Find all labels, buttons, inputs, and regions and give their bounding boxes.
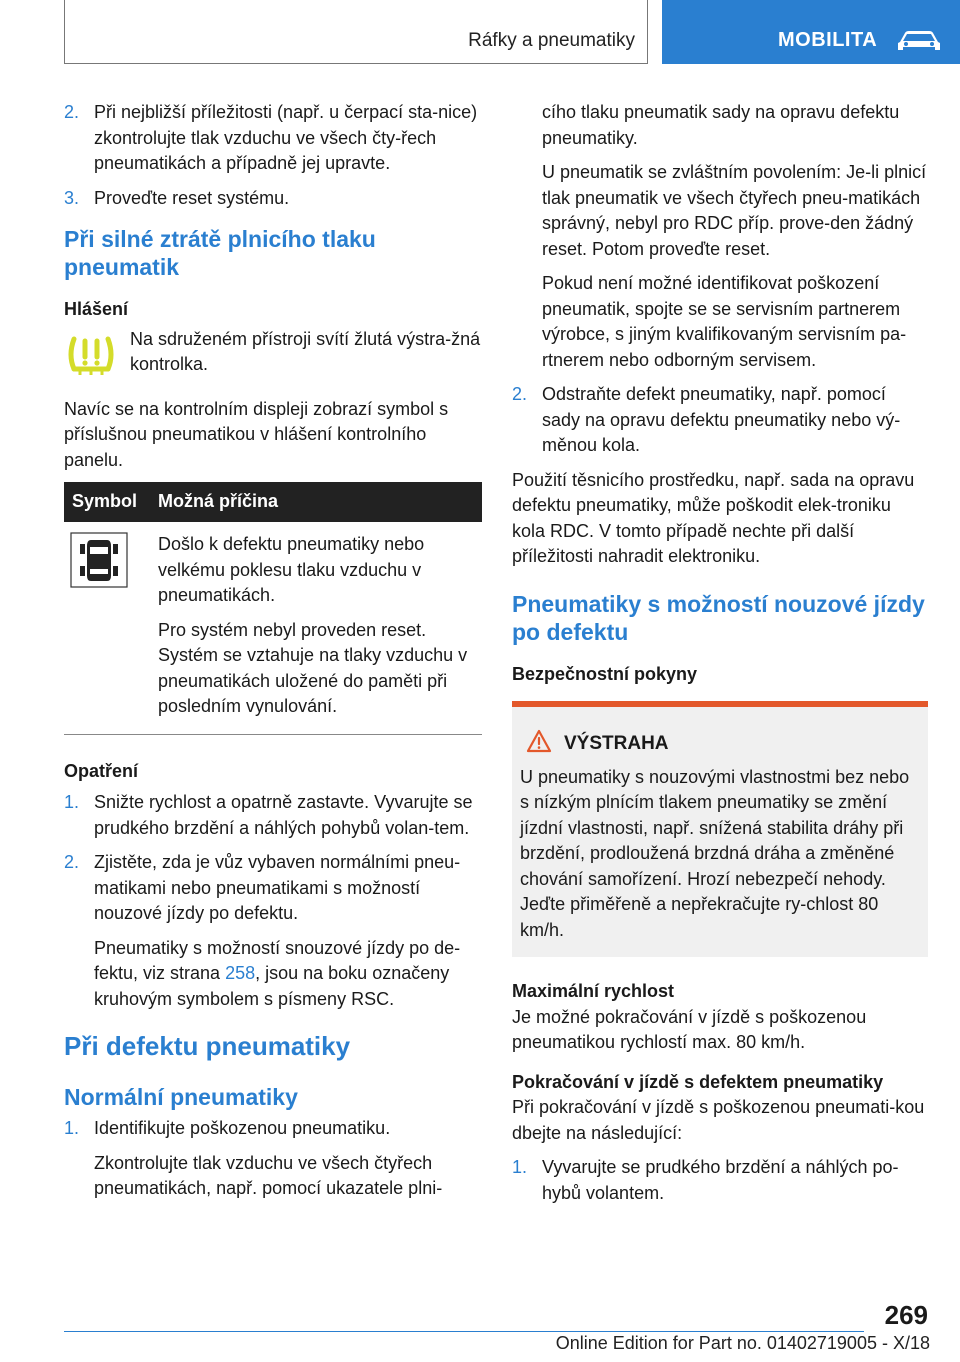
warning-light-row [64,327,482,387]
symbol-table [64,482,482,735]
warning-light-text: Na sdruženém přístroji svítí žlutá výstra-žná kontrolka. [130,328,481,374]
cause-2: Pro systém nebyl proveden reset. Systém se vztahuje na tlaky vzduchu v pneumatikách uložené do paměti při posledním vynulování. [158,619,468,716]
heading-pressure-loss: Při silné ztrátě plnicího tlaku pneumatik [64,226,376,280]
step-number: 2. [512,384,528,404]
warning-text: U pneumatiky s nouzovými vlastnostmi bez nebo s nízkým plnícím tlakem pneumatiky se změní jízdní vlastnosti, např. snížená stabilita dráhy při brzdění, prodloužená brzdná dráha a změněné chování samořízení. Hrozí nebezpečí nehody. Jeďte přiměřeně a nepřekračujte ry-chlost 80 km/h. [520,766,910,940]
measure-1 [64,790,482,841]
step-text: Odstraňte defekt pneumatiky, např. pomocí sady na opravu defektu pneumatiky nebo vý-měnou kola. [542,384,901,455]
step-number: 1. [64,792,80,812]
left-column [64,100,482,1211]
warning-title: VÝSTRAHA [564,733,669,754]
continue-step-1 [512,1155,928,1206]
table-row [64,522,482,734]
header-section-title: Ráfky a pneumatiky [468,30,635,51]
header-mobility-tab[interactable] [662,0,960,64]
warning-title-row [520,731,920,757]
car-icon [894,28,944,54]
measure-2-note-a: Pneumatiky s možností snouzové jízdy po de-fektu, viz strana [94,937,461,983]
page-link-258[interactable]: 258 [225,963,256,983]
normal-step-1-note: Zkontrolujte tlak vzduchu ve všech čtyřech pneumatikách, např. pomocí ukazatele plni- [94,1152,443,1198]
para-sealant: Použití těsnicího prostředku, např. sada na opravu defektu pneumatiky, může poškodit elek-troniku kola RDC. V tomto případě nechte při další příležitosti nahradit elektroniku. [512,469,915,566]
step-number: 2. [64,852,80,872]
tire-pressure-warning-icon [66,333,116,377]
footer-edition: Online Edition for Part no. 01402719005 - X/18 [555,1333,930,1353]
cause-1: Došlo k defektu pneumatiky nebo velkému poklesu tlaku vzduchu v pneumatikách. [158,534,425,605]
heading-normal-tires: Normální pneumatiky [64,1084,298,1110]
label-max-speed: Maximální rychlost [512,981,675,1001]
label-safety: Bezpečnostní pokyny [512,663,698,684]
step-number: 3. [64,187,80,208]
footer-divider [64,1331,864,1332]
heading-tire-defect: Při defektu pneumatiky [64,1031,351,1061]
right-step-2 [512,382,928,459]
step-number: 2. [64,102,80,122]
vehicle-tires-icon [70,532,128,588]
page-number: 269 [884,1300,928,1330]
measure-2-note-b: , jsou na boku označeny kruhovým symbolem s písmeny RSC. [94,963,450,1009]
cont-1: cího tlaku pneumatik sady na opravu defektu pneumatiky. [542,102,900,148]
right-column [512,100,928,1215]
step-number: 1. [64,1118,80,1138]
step-text: Proveďte reset systému. [94,187,290,208]
step-text: Identifikujte poškozenou pneumatiku. [94,1118,391,1138]
label-message: Hlášení [64,299,129,319]
col-symbol: Symbol [64,482,150,522]
step-text: Snižte rychlost a opatrně zastavte. Vyvarujte se prudkého brzdění a náhlých pohybů volan-tem. [94,792,473,838]
para-continue-driving: Při pokračování v jízdě s poškozenou pneumati-kou dbejte na následující: [512,1097,925,1143]
step-text: Při nejbližší příležitosti (např. u čerpací sta-nice) zkontrolujte tlak vzduchu ve všech čty-řech pneumatikách a případně jej upravte. [94,102,478,173]
cont-3: Pokud není možné identifikovat poškození pneumatik, spojte se se servisním partnerem výrobce, s jiným kvalifikovaným servisním pa-rtnerem nebo odborným servisem. [542,273,907,370]
para-max-speed: Je možné pokračování v jízdě s poškozenou pneumatikou rychlostí max. 80 km/h. [512,1006,867,1052]
step-text: Vyvarujte se prudkého brzdění a náhlých po-hybů volantem. [542,1157,899,1203]
label-measures: Opatření [64,760,139,781]
step-number: 1. [512,1157,528,1177]
step-3 [64,186,482,212]
heading-runflat: Pneumatiky s možností nouzové jízdy po defektu [512,590,925,645]
warning-box [512,701,928,957]
cont-2: U pneumatik se zvláštním povolením: Je-li plnicí tlak pneumatik ve všech čtyřech pneu-matikách správný, nebyl pro RDC příp. prove-den žádný reset. Potom proveďte reset. [542,162,927,259]
warning-triangle-icon [526,729,552,753]
col-cause: Možná příčina [150,482,482,522]
normal-step-1 [64,1116,482,1142]
step-2 [64,100,482,177]
header-tab-label: MOBILITA [778,29,878,51]
measure-2 [64,850,482,927]
measure-2-note [64,936,482,1013]
label-continue-driving: Pokračování v jízdě s defektem pneumatiky [512,1071,884,1092]
step-text: Zjistěte, zda je vůz vybaven normálními pneu-matikami nebo pneumatikami s možností nouzové jízdy po defektu. [94,852,461,923]
para-display: Navíc se na kontrolním displeji zobrazí symbol s příslušnou pneumatikou v hlášení kontrolního panelu. [64,398,449,470]
header-section-box [64,0,648,64]
